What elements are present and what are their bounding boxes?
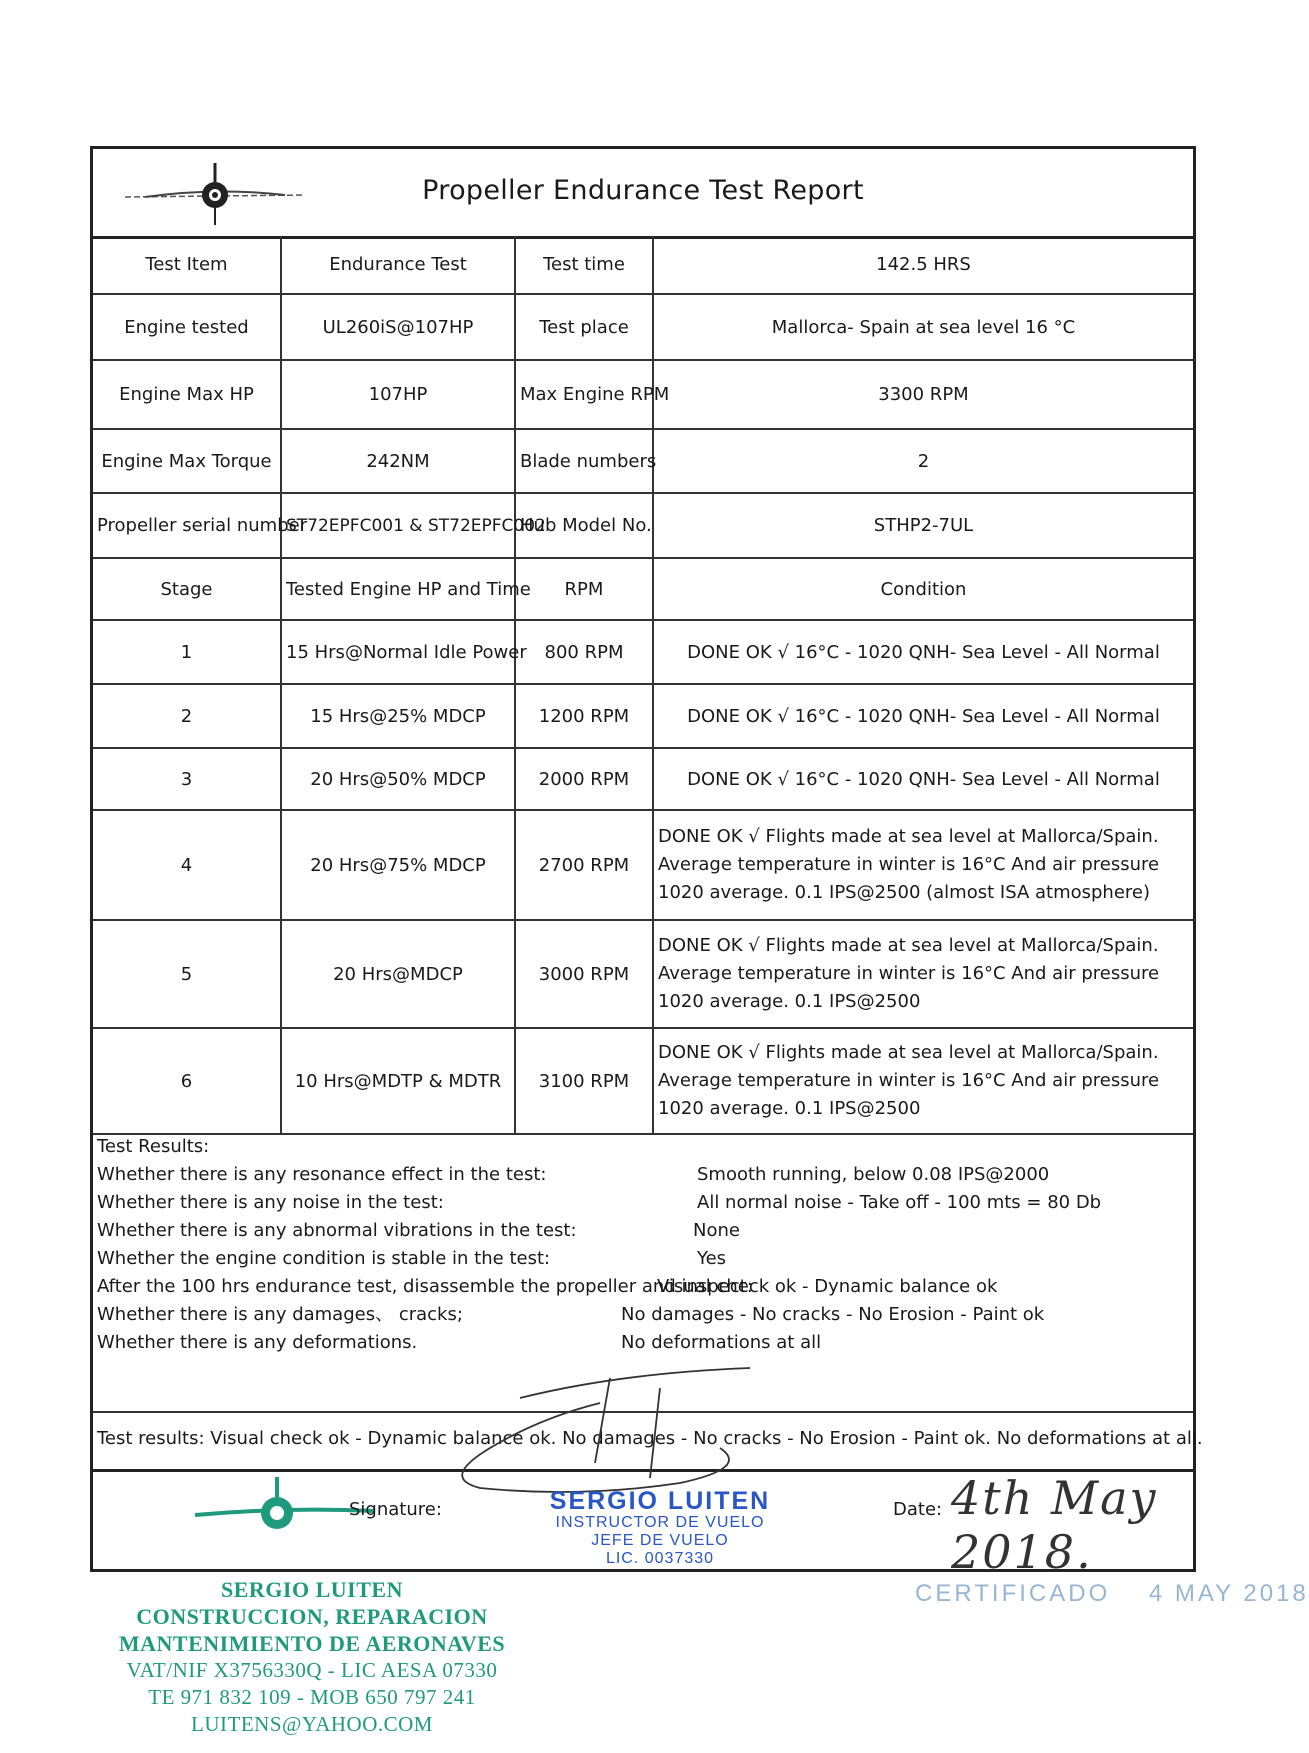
stage-header-cell: Condition	[653, 558, 1193, 620]
green-stamp-line2: MANTENIMIENTO DE AERONAVES	[118, 1631, 506, 1656]
result-answer: All normal noise - Take off - 100 mts = 80 Db	[697, 1192, 1102, 1213]
handwritten-date: 4th May 2018.	[951, 1471, 1158, 1579]
info-row	[93, 294, 1193, 360]
stamp-line2: JEFE DE VUELO	[591, 1532, 729, 1549]
info-cell: Engine Max Torque	[93, 429, 281, 493]
stage-row	[93, 920, 1193, 1028]
green-stamp-line4: TE 971 832 109 - MOB 650 797 241	[148, 1685, 476, 1709]
info-cell: Endurance Test	[281, 236, 515, 294]
info-cell: ST72EPFC001 & ST72EPFC002	[281, 493, 515, 558]
info-cell: Test place	[515, 294, 653, 360]
info-row	[93, 493, 1193, 558]
final-results-text: Test results: Visual check ok - Dynamic balance ok. No damages - No cracks - No Erosion - Paint ok. No deformations at all.	[97, 1428, 1203, 1449]
stage-row	[93, 748, 1193, 810]
info-row	[93, 360, 1193, 429]
result-answer: Yes	[697, 1248, 727, 1269]
result-row	[97, 1329, 1193, 1357]
stamp-name: SERGIO LUITEN	[549, 1487, 771, 1515]
info-cell: Engine Max HP	[93, 360, 281, 429]
result-answer: None	[693, 1220, 740, 1241]
result-row	[97, 1161, 1193, 1189]
info-cell: 3300 RPM	[653, 360, 1193, 429]
info-row	[93, 236, 1193, 294]
stage-row	[93, 620, 1193, 684]
info-row	[93, 429, 1193, 493]
info-cell: Engine tested	[93, 294, 281, 360]
result-question: Whether there is any resonance effect in the test:	[97, 1164, 547, 1185]
certified-word: CERTIFICADO	[915, 1580, 1111, 1607]
result-question: After the 100 hrs endurance test, disassemble the propeller and inspect:	[97, 1276, 753, 1297]
info-cell: 107HP	[281, 360, 515, 429]
stage-cell: 2000 RPM	[515, 748, 653, 810]
green-stamp-line5: LUITENS@YAHOO.COM	[191, 1712, 433, 1736]
report-frame	[90, 146, 1203, 1579]
result-row	[97, 1301, 1193, 1329]
stage-header-cell: Stage	[93, 558, 281, 620]
green-stamp-line3: VAT/NIF X3756330Q - LIC AESA 07330	[126, 1658, 498, 1682]
stage-cell: 4	[93, 810, 281, 920]
info-cell: Propeller serial number	[93, 493, 281, 558]
stage-cell: 1	[93, 620, 281, 684]
stage-header-row	[93, 558, 1193, 620]
stage-cell: 20 Hrs@50% MDCP	[281, 748, 515, 810]
stamp-line1: INSTRUCTOR DE VUELO	[555, 1514, 765, 1531]
stage-row	[93, 684, 1193, 748]
result-answer: Smooth running, below 0.08 IPS@2000	[697, 1164, 1050, 1185]
stage-condition: DONE OK √ Flights made at sea level at Mallorca/Spain. Average temperature in winter is 16°C And air pressure 1020 average. 0.1 IPS@2500 (almost ISA atmosphere)	[653, 810, 1193, 920]
stage-cell: 5	[93, 920, 281, 1028]
signature-label: Signature:	[349, 1499, 442, 1520]
result-question: Whether the engine condition is stable in the test:	[97, 1248, 551, 1269]
green-stamp	[92, 1576, 532, 1738]
stage-cell: 1200 RPM	[515, 684, 653, 748]
info-cell: Max Engine RPM	[515, 360, 653, 429]
info-cell: STHP2-7UL	[653, 493, 1193, 558]
report-title: Propeller Endurance Test Report	[422, 175, 864, 206]
info-cell: Hub Model No.	[515, 493, 653, 558]
stage-cell: 20 Hrs@75% MDCP	[281, 810, 515, 920]
stage-cell: 2	[93, 684, 281, 748]
result-row	[97, 1217, 1193, 1245]
info-cell: 142.5 HRS	[653, 236, 1193, 294]
stage-cell: 20 Hrs@MDCP	[281, 920, 515, 1028]
results-title: Test Results:	[97, 1136, 210, 1157]
info-cell: Blade numbers	[515, 429, 653, 493]
info-cell: UL260iS@107HP	[281, 294, 515, 360]
result-row	[97, 1273, 1193, 1301]
stage-condition: DONE OK √ Flights made at sea level at Mallorca/Spain. Average temperature in winter is 16°C And air pressure 1020 average. 0.1 IPS@2500	[653, 920, 1193, 1028]
green-stamp-line1: CONSTRUCCION, REPARACION	[136, 1604, 488, 1629]
report-table	[93, 236, 1193, 1135]
result-question: Whether there is any abnormal vibrations in the test:	[97, 1220, 577, 1241]
certified-stamp	[915, 1580, 1309, 1608]
result-question: Whether there is any deformations.	[97, 1332, 418, 1353]
stamp-line3: LIC. 0037330	[605, 1550, 715, 1567]
result-answer: No deformations at all	[621, 1332, 822, 1353]
stage-condition: DONE OK √ 16°C - 1020 QNH- Sea Level - All Normal	[653, 684, 1193, 748]
info-cell: Mallorca- Spain at sea level 16 °C	[653, 294, 1193, 360]
result-row	[97, 1189, 1193, 1217]
stage-cell: 10 Hrs@MDTP & MDTR	[281, 1028, 515, 1134]
info-cell: Test Item	[93, 236, 281, 294]
stage-cell: 3	[93, 748, 281, 810]
title-row	[93, 149, 1193, 239]
stage-row	[93, 1028, 1193, 1134]
stage-cell: 15 Hrs@25% MDCP	[281, 684, 515, 748]
stage-cell: 6	[93, 1028, 281, 1134]
test-results	[97, 1133, 1193, 1357]
stage-cell: 800 RPM	[515, 620, 653, 684]
stage-cell: 3000 RPM	[515, 920, 653, 1028]
stage-header-cell: RPM	[515, 558, 653, 620]
stage-condition: DONE OK √ Flights made at sea level at Mallorca/Spain. Average temperature in winter is 16°C And air pressure 1020 average. 0.1 IPS@2500	[653, 1028, 1193, 1134]
blue-stamp	[540, 1488, 780, 1568]
result-question: Whether there is any damages、 cracks;	[97, 1304, 463, 1325]
stage-cell: 2700 RPM	[515, 810, 653, 920]
info-cell: 242NM	[281, 429, 515, 493]
result-question: Whether there is any noise in the test:	[97, 1192, 444, 1213]
result-row	[97, 1245, 1193, 1273]
stage-condition: DONE OK √ 16°C - 1020 QNH- Sea Level - All Normal	[653, 748, 1193, 810]
result-answer: No damages - No cracks - No Erosion - Paint ok	[621, 1304, 1045, 1325]
stage-cell: 3100 RPM	[515, 1028, 653, 1134]
info-cell: 2	[653, 429, 1193, 493]
stage-condition: DONE OK √ 16°C - 1020 QNH- Sea Level - All Normal	[653, 620, 1193, 684]
stage-cell: 15 Hrs@Normal Idle Power	[281, 620, 515, 684]
result-answer: Visual check ok - Dynamic balance ok	[657, 1276, 998, 1297]
info-cell: Test time	[515, 236, 653, 294]
date-label: Date:	[893, 1499, 943, 1520]
stage-row	[93, 810, 1193, 920]
green-stamp-name: SERGIO LUITEN	[221, 1577, 403, 1602]
certified-date: 4 MAY 2018	[1148, 1580, 1309, 1607]
stage-header-cell: Tested Engine HP and Time	[281, 558, 515, 620]
